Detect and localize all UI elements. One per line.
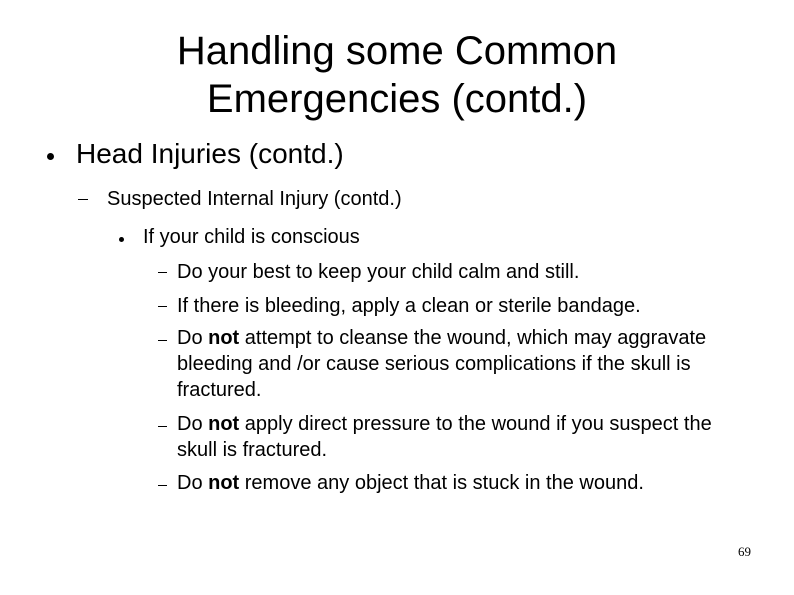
page-number: 69 (738, 544, 751, 559)
item-bold: not (208, 413, 240, 435)
bullet-dash-icon (158, 485, 167, 486)
bullet-dot-icon (119, 237, 124, 242)
item-text: Do your best to keep your child calm and still. (177, 261, 580, 283)
bullet-dash-icon (158, 426, 167, 427)
item-bold: not (208, 327, 240, 349)
title-line-1: Handling some Common (176, 29, 618, 73)
bullet-level2: Suspected Internal Injury (contd.) (107, 188, 402, 210)
title-line-2: Emergencies (contd.) (206, 77, 588, 121)
bullet-level1: Head Injuries (contd.) (76, 138, 344, 169)
list-item (177, 325, 757, 403)
bullet-dot-icon (47, 153, 54, 160)
item-text: apply direct pressure to the wound if you suspect the skull is fractured. (177, 413, 712, 461)
list-item (177, 470, 757, 496)
item-bold: not (208, 472, 240, 494)
bullet-dash-icon (158, 272, 167, 273)
bullet-dash-icon (78, 199, 88, 200)
list-item (177, 293, 757, 319)
item-pre: Do (177, 413, 209, 435)
item-pre: Do (177, 327, 209, 349)
item-text: remove any object that is stuck in the wound. (239, 472, 644, 494)
bullet-level3: If your child is conscious (143, 226, 360, 248)
item-pre: Do (177, 472, 209, 494)
list-item (177, 411, 757, 463)
item-text: If there is bleeding, apply a clean or sterile bandage. (177, 295, 641, 317)
bullet-dash-icon (158, 306, 167, 307)
list-item (177, 259, 757, 285)
item-text: attempt to cleanse the wound, which may aggravate bleeding and /or cause serious complications if the skull is fractured. (177, 327, 707, 401)
slide-title (0, 27, 794, 123)
bullet-dash-icon (158, 340, 167, 341)
